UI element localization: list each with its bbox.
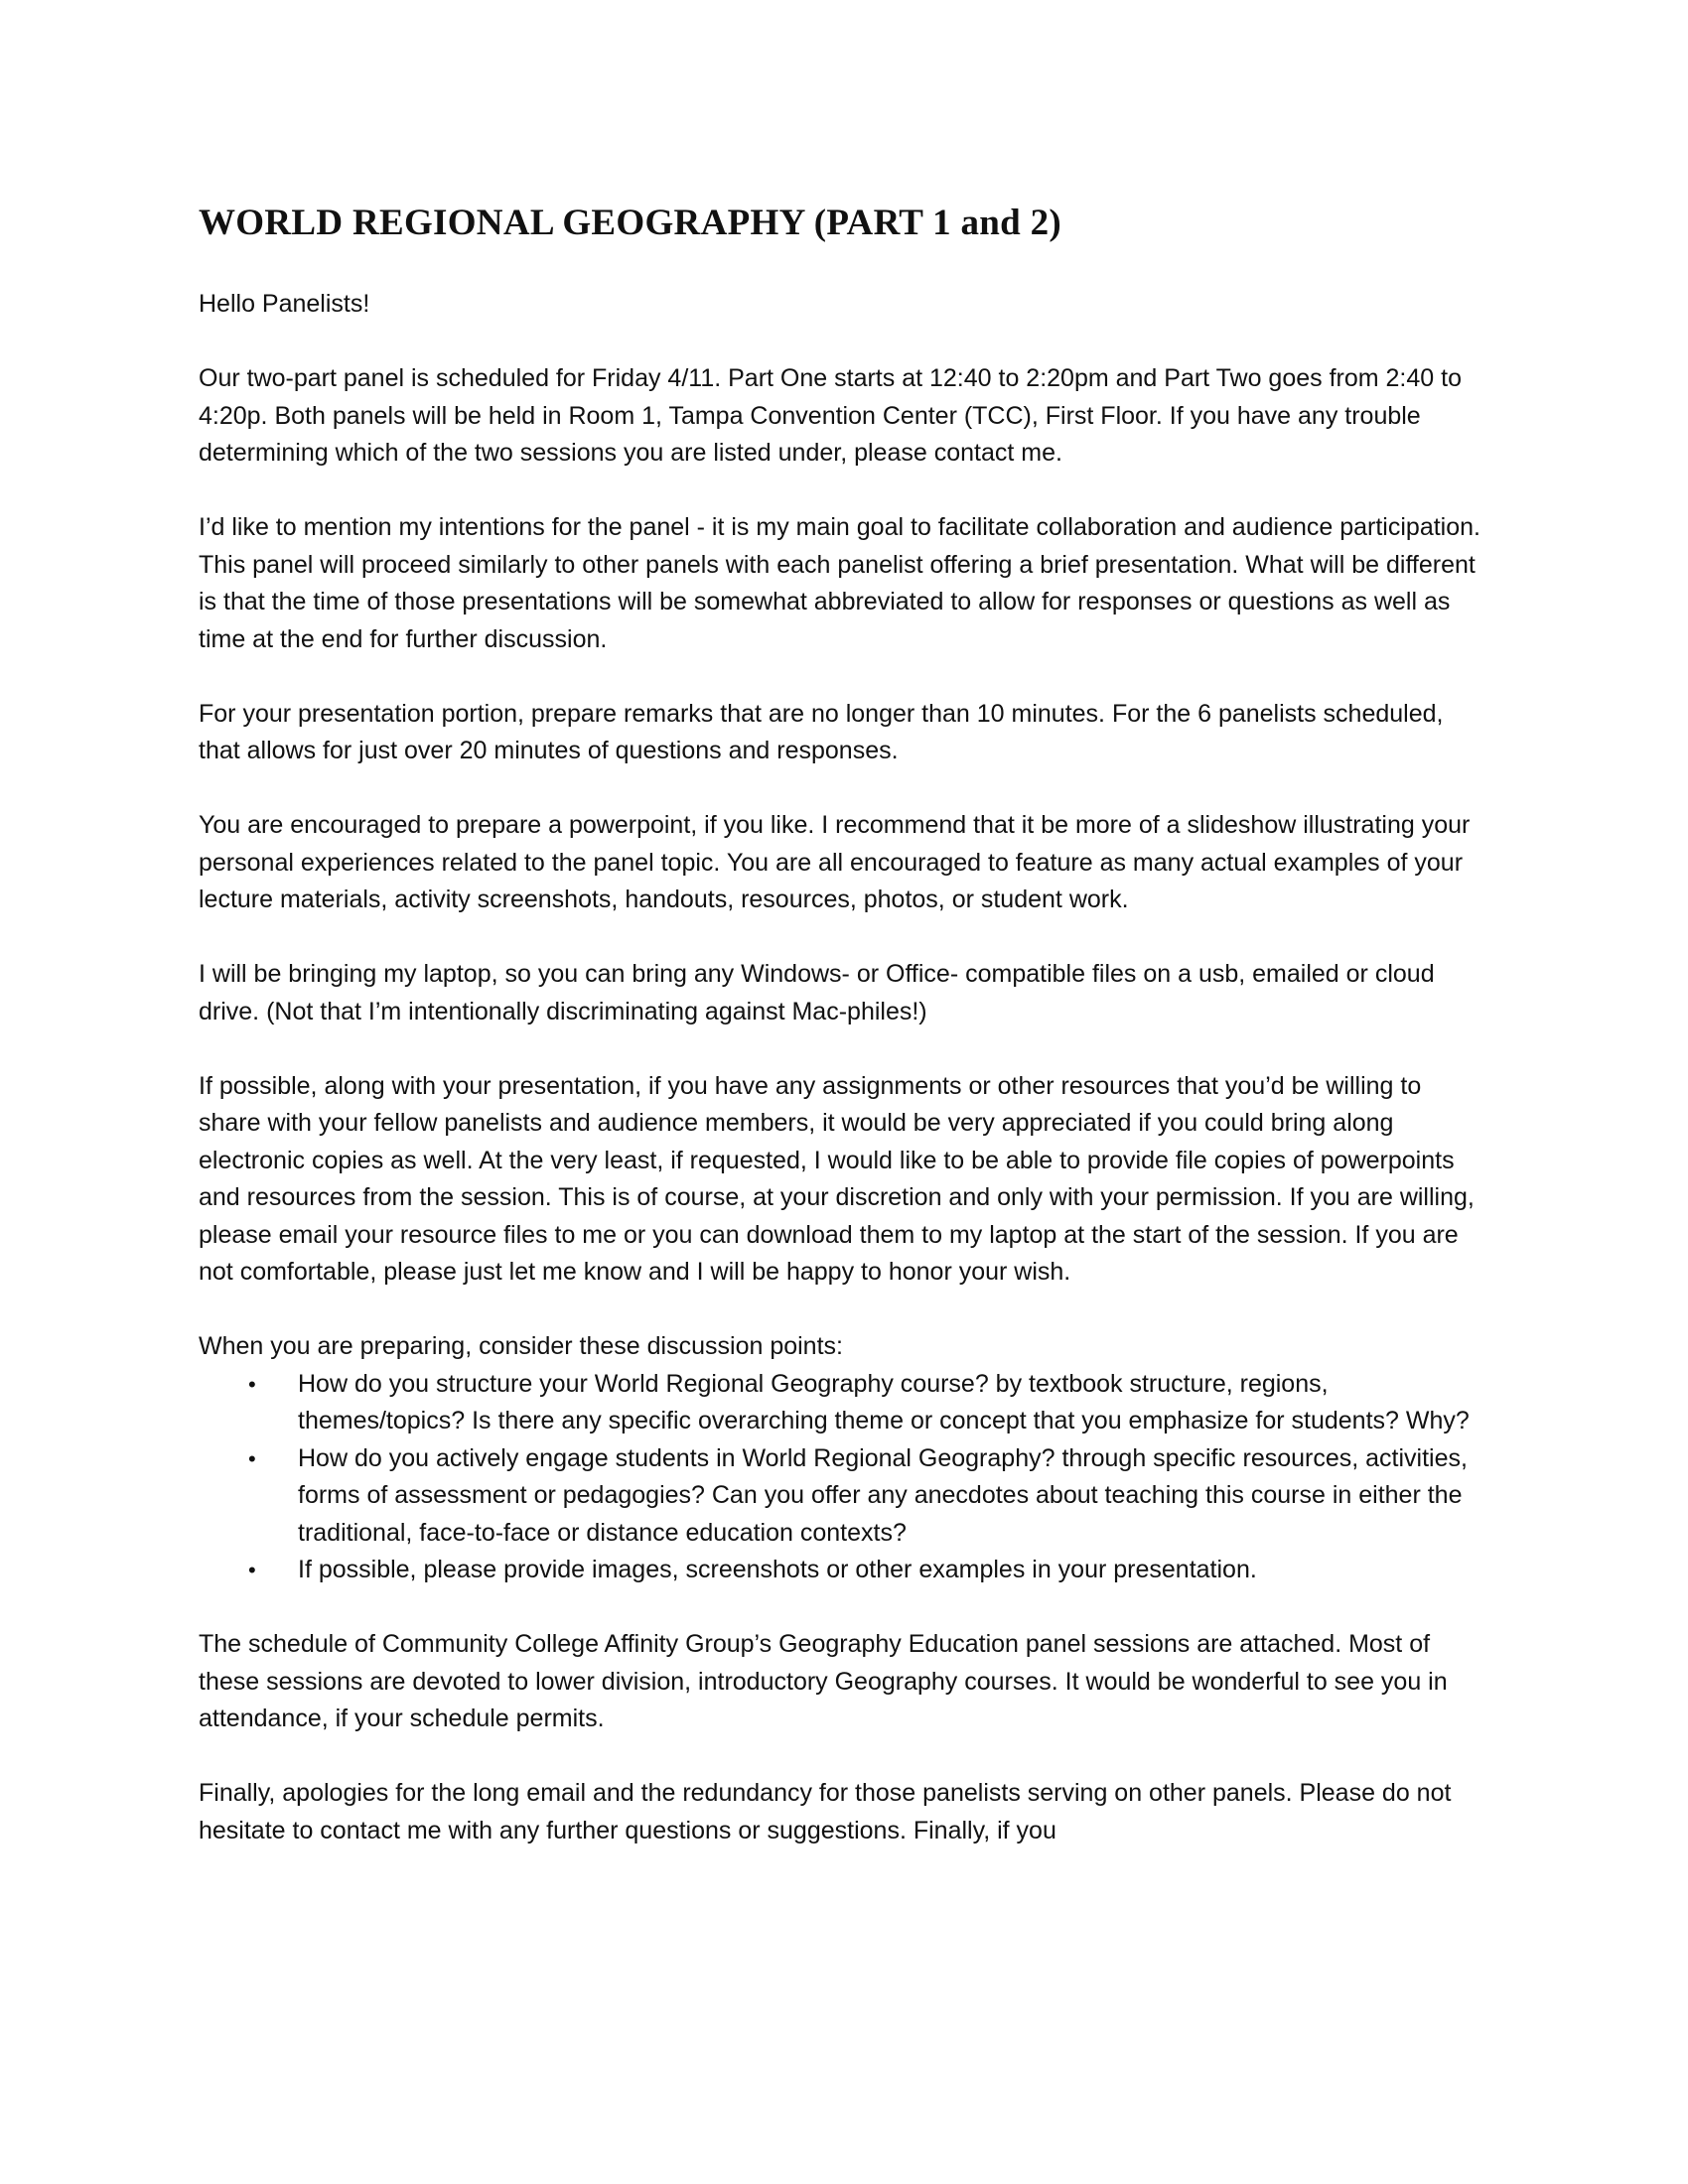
discussion-point xyxy=(199,1552,1489,1589)
discussion-point-text: How do you actively engage students in World Regional Geography? through specific resources, activities, forms of assessment or pedagogies? Can you offer any anecdotes about teaching this course in either the traditional, face-to-face or distance education contexts? xyxy=(298,1443,1468,1547)
discussion-point xyxy=(199,1440,1489,1553)
bullet-icon: • xyxy=(248,1558,256,1582)
paragraph-laptop: I will be bringing my laptop, so you can bring any Windows- or Office- compatible files on a usb, emailed or cloud drive. (Not that I’m intentionally discriminating against Mac-philes!) xyxy=(199,960,1435,1025)
paragraph-sessions: The schedule of Community College Affinity Group’s Geography Education panel sessions are attached. Most of these sessions are devoted to lower division, introductory Geography courses. It would be wonderful to see you in attendance, if your schedule permits. xyxy=(199,1630,1448,1732)
paragraph-schedule: Our two-part panel is scheduled for Friday 4/11. Part One starts at 12:40 to 2:20pm and Part Two goes from 2:40 to 4:20p. Both panels will be held in Room 1, Tampa Convention Center (TCC), First Floor. If you have any trouble determining which of the two sessions you are listed under, please contact me. xyxy=(199,364,1462,467)
document-title: WORLD REGIONAL GEOGRAPHY (PART 1 and 2) xyxy=(199,203,1062,243)
greeting: Hello Panelists! xyxy=(199,290,370,318)
paragraph-powerpoint: You are encouraged to prepare a powerpoint, if you like. I recommend that it be more of a slideshow illustrating your personal experiences related to the panel topic. You are all encouraged to feature as many actual examples of your lecture materials, activity screenshots, handouts, resources, photos, or student work. xyxy=(199,811,1471,913)
discussion-point-text: How do you structure your World Regional Geography course? by textbook structure, regions, themes/topics? Is there any specific overarching theme or concept that you emphasize for students? Why? xyxy=(298,1369,1470,1434)
paragraph-closing: Finally, apologies for the long email and the redundancy for those panelists serving on other panels. Please do not hesitate to contact me with any further questions or suggestions. Finally, if you xyxy=(199,1779,1452,1844)
discussion-points-list xyxy=(199,1366,1489,1589)
discussion-lead: When you are preparing, consider these discussion points: xyxy=(199,1332,843,1360)
bullet-icon: • xyxy=(248,1371,256,1397)
paragraph-resources: If possible, along with your presentation, if you have any assignments or other resources that you’d be willing to share with your fellow panelists and audience members, it would be very appreciated if you could bring along electronic copies as well. At the very least, if requested, I would like to be able to provide file copies of powerpoints and resources from the session. This is of course, at your discretion and only with your permission. If you are willing, please email your resource files to me or you can download them to my laptop at the start of the session. If you are not comfortable, please just let me know and I will be happy to honor your wish. xyxy=(199,1071,1475,1286)
paragraph-intentions: I’d like to mention my intentions for the panel - it is my main goal to facilitate collaboration and audience participation. This panel will proceed similarly to other panels with each panelist offering a brief presentation. What will be different is that the time of those presentations will be somewhat abbreviated to allow for responses or questions as well as time at the end for further discussion. xyxy=(199,513,1480,653)
document-body xyxy=(199,199,1489,1887)
paragraph-timing: For your presentation portion, prepare remarks that are no longer than 10 minutes. For the 6 panelists scheduled, that allows for just over 20 minutes of questions and responses. xyxy=(199,699,1444,764)
bullet-icon: • xyxy=(248,1445,256,1471)
discussion-point-text: If possible, please provide images, screenshots or other examples in your presentation. xyxy=(298,1556,1257,1583)
discussion-point xyxy=(199,1366,1489,1440)
